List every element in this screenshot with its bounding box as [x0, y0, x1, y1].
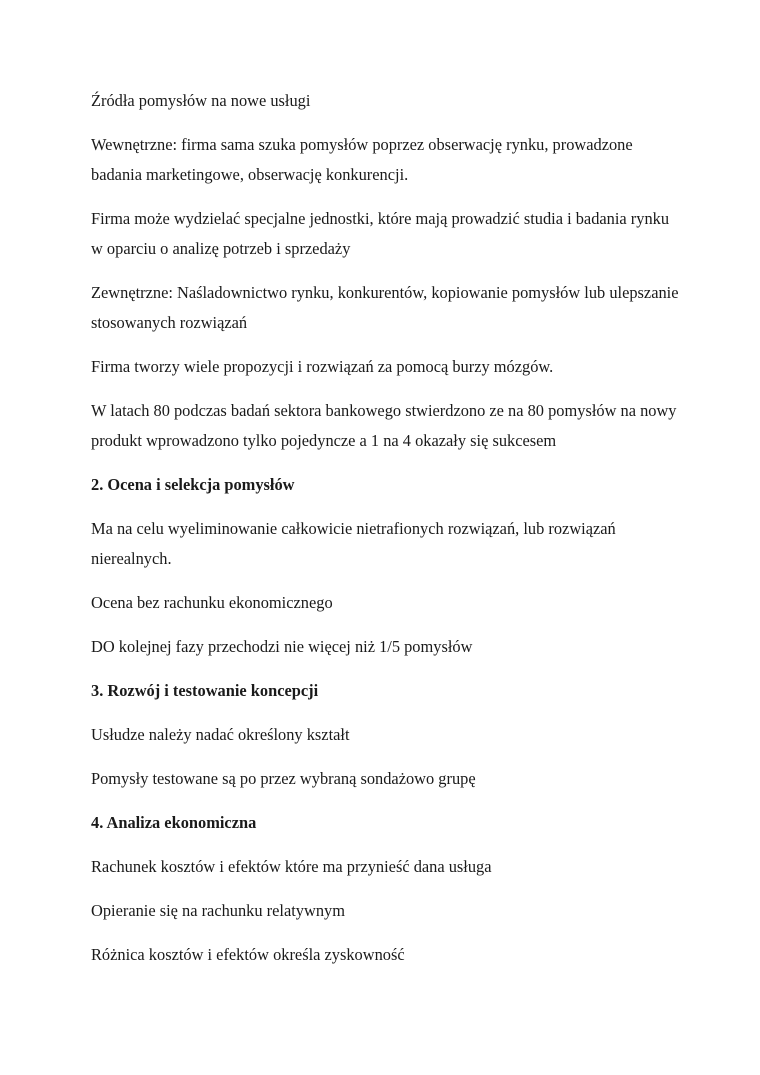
paragraph-profitability: Różnica kosztów i efektów określa zyskowność [91, 945, 405, 964]
paragraph-external-sources: Zewnętrzne: Naśladownictwo rynku, konkurentów, kopiowanie pomysłów lub ulepszanie stosowanych rozwiązań [91, 283, 679, 332]
paragraph-elimination-goal: Ma na celu wyeliminowanie całkowicie nietrafionych rozwiązań, lub rozwiązań nierealnych. [91, 519, 616, 568]
paragraph-idea-testing: Pomysły testowane są po przez wybraną sondażowo grupę [91, 769, 476, 788]
paragraph-banking-research: W latach 80 podczas badań sektora bankowego stwierdzono ze na 80 pomysłów na nowy produkt wprowadzono tylko pojedyncze a 1 na 4 okazały się sukcesem [91, 401, 677, 450]
paragraph-service-shape: Usłudze należy nadać określony kształt [91, 725, 350, 744]
heading-evaluation-selection: 2. Ocena i selekcja pomysłów [91, 475, 295, 494]
paragraph-no-economic-calc: Ocena bez rachunku ekonomicznego [91, 593, 333, 612]
paragraph-sources-title: Źródła pomysłów na nowe usługi [91, 91, 311, 110]
paragraph-cost-effect-calc: Rachunek kosztów i efektów które ma przynieść dana usługa [91, 857, 492, 876]
paragraph-next-phase: DO kolejnej fazy przechodzi nie więcej niż 1/5 pomysłów [91, 637, 473, 656]
paragraph-internal-sources: Wewnętrzne: firma sama szuka pomysłów poprzez obserwację rynku, prowadzone badania marketingowe, obserwację konkurencji. [91, 135, 633, 184]
paragraph-special-units: Firma może wydzielać specjalne jednostki, które mają prowadzić studia i badania rynku w oparciu o analizę potrzeb i sprzedaży [91, 209, 670, 258]
heading-economic-analysis: 4. Analiza ekonomiczna [91, 813, 257, 832]
heading-concept-development: 3. Rozwój i testowanie koncepcji [91, 681, 319, 700]
document-body [91, 86, 681, 984]
paragraph-relative-calc: Opieranie się na rachunku relatywnym [91, 901, 345, 920]
paragraph-brainstorming: Firma tworzy wiele propozycji i rozwiązań za pomocą burzy mózgów. [91, 357, 554, 376]
